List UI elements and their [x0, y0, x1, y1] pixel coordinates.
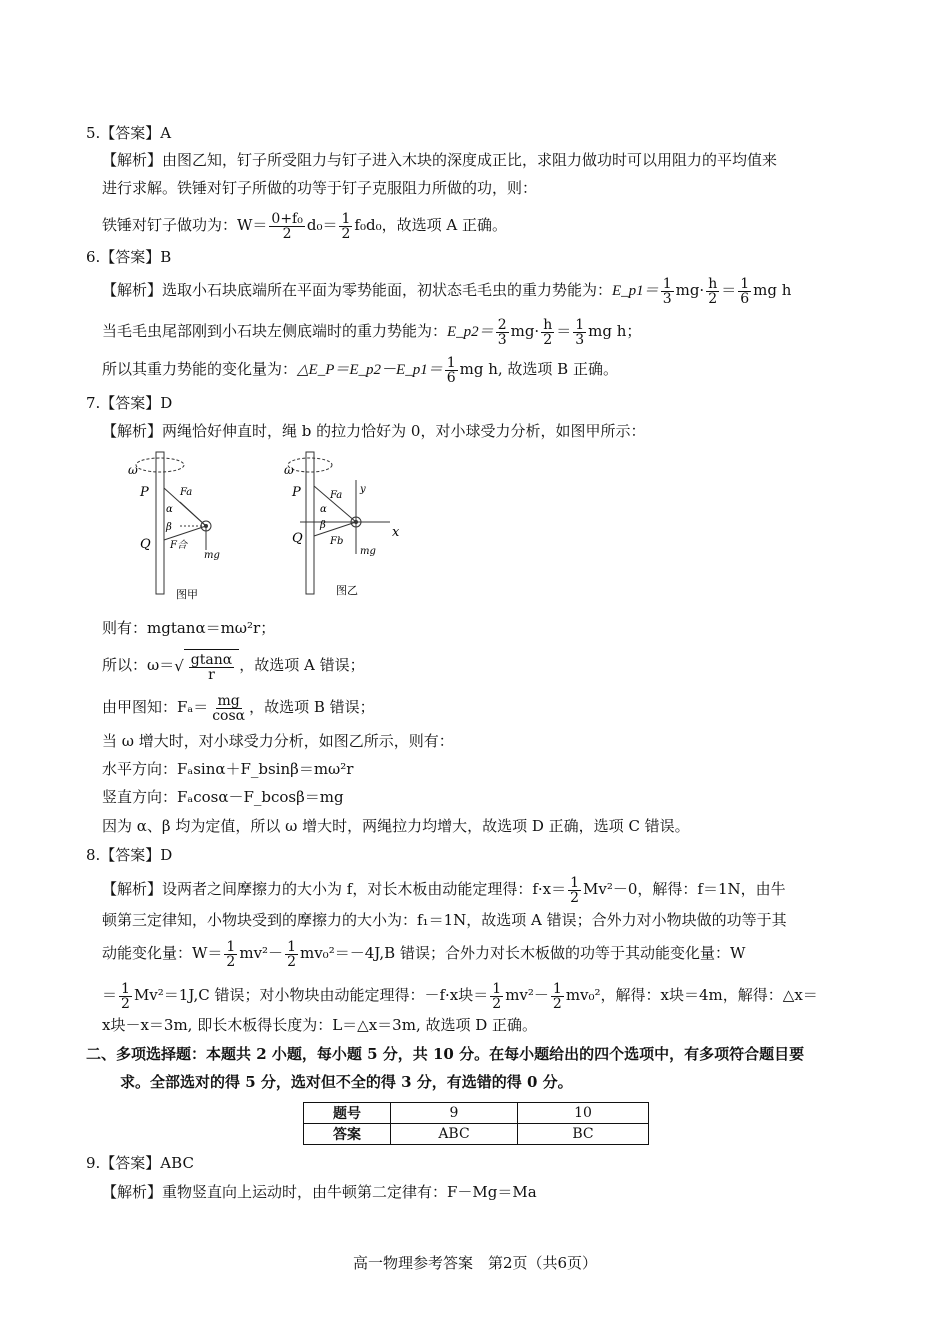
fig2-beta-label: β	[320, 520, 326, 531]
q5-heading: 5.【答案】A	[86, 124, 172, 142]
q8-analysis-line1: 【解析】设两者之间摩擦力的大小为 f，对长木板由动能定理得：f·x＝ $\frac{1}{2}$ Mv²－0，解得：f＝1N，由牛	[102, 874, 786, 906]
q6-analysis-line3: 所以其重力势能的变化量为：△E_P＝E_p2－E_p1＝ $\frac{1}{6}$ mg h, 故选项 B 正确。	[102, 354, 618, 386]
fig2-y-label: y	[360, 484, 366, 495]
q8-analysis-line5: x块－x＝3m, 即长木板得长度为：L＝△x＝3m, 故选项 D 正确。	[102, 1016, 538, 1034]
fig2-P-label: P	[292, 485, 301, 500]
page-footer: 高一物理参考答案 第2页（共6页）	[352, 1254, 598, 1272]
section2-heading-line1: 二、多项选择题：本题共 2 小题，每小题 5 分，共 10 分。在每小题给出的四个选项中，有多项符合题目要	[86, 1045, 805, 1063]
q9-heading: 9.【答案】ABC	[86, 1154, 194, 1172]
table-row	[304, 1124, 649, 1145]
q6-analysis-line1: 【解析】选取小石块底端所在平面为零势能面，初状态毛毛虫的重力势能为：E_p1＝ $\frac{1}{3}$ mg· $\frac{h}{2}$ ＝ $\frac{1}{6}$ mg h	[102, 275, 792, 307]
section2-heading-line2: 求。全部选对的得 5 分，选对但不全的得 3 分，有选错的得 0 分。	[120, 1073, 573, 1091]
fig1-P-label: P	[140, 485, 149, 500]
figure-yi	[280, 450, 410, 602]
q7-line-then: 则有：mgtanα＝mω²r；	[102, 619, 276, 637]
q7-line-vertical: 竖直方向：Fₐcosα－F_bcosβ＝mg	[102, 788, 344, 806]
q7-heading: 7.【答案】D	[86, 394, 173, 412]
table-cell: 答案	[304, 1124, 391, 1145]
fig2-Fb-label: Fb	[330, 536, 344, 547]
fig1-Fa-label: Fa	[180, 487, 193, 498]
fig1-caption: 图甲	[176, 588, 198, 601]
q5-fraction-half: $\frac{1}{2}$	[341, 210, 351, 242]
q8-analysis-line2: 顿第三定律知，小物块受到的摩擦力的大小为：f₁＝1N，故选项 A 错误；合外力对小物块做的功等于其	[102, 911, 787, 929]
q7-analysis-line1: 【解析】两绳恰好伸直时，绳 b 的拉力恰好为 0，对小球受力分析，如图甲所示：	[102, 422, 646, 440]
fig1-alpha-label: α	[166, 504, 173, 515]
q7-line-when: 当 ω 增大时，对小球受力分析，如图乙所示，则有：	[102, 732, 454, 750]
fig2-Q-label: Q	[292, 531, 303, 546]
q6-analysis-line2: 当毛毛虫尾部刚到小石块左侧底端时的重力势能为：E_p2＝ $\frac{2}{3}$ mg· $\frac{h}{2}$ ＝ $\frac{1}{3}$ mg h；	[102, 316, 642, 348]
figure-jia	[120, 450, 240, 602]
fig2-x-label: x	[392, 525, 400, 540]
answer-table	[303, 1102, 649, 1145]
table-cell: 9	[391, 1103, 518, 1124]
table-cell: ABC	[391, 1124, 518, 1145]
fig2-Fa-label: Fa	[330, 490, 343, 501]
table-row	[304, 1103, 649, 1124]
fig2-mg-label: mg	[360, 546, 376, 557]
q7-line-horizontal: 水平方向：Fₐsinα＋F_bsinβ＝mω²r	[102, 760, 354, 778]
q6-heading: 6.【答案】B	[86, 248, 172, 266]
table-cell: BC	[518, 1124, 649, 1145]
q8-analysis-line4: ＝ $\frac{1}{2}$ Mv²＝1J,C 错误；对小物块由动能定理得：－f·x块＝ $\frac{1}{2}$ mv²－ $\frac{1}{2}$ mv₀²，解得：x块＝4m，解得：△x＝	[102, 980, 818, 1012]
q7-line-omega: 所以：ω＝ √ $\frac{gtan\alpha}{r}$ ，故选项 A 错误；	[102, 648, 365, 684]
q5-fraction-avg: $\frac{\text{0+f₀}}{2}$	[271, 210, 303, 242]
fig2-alpha-label: α	[320, 504, 327, 515]
q9-analysis-line1: 【解析】重物竖直向上运动时，由牛顿第二定律有：F－Mg＝Ma	[102, 1183, 537, 1201]
q5-analysis-line1: 【解析】由图乙知，钉子所受阻力与钉子进入木块的深度成正比，求阻力做功时可以用阻力的平均值来	[102, 151, 778, 169]
fig2-caption: 图乙	[336, 584, 358, 597]
table-cell: 题号	[304, 1103, 391, 1124]
table-cell: 10	[518, 1103, 649, 1124]
fig1-mg-label: mg	[204, 550, 220, 561]
q5-formula-line: 铁锤对钉子做功为：W＝ $\frac{\text{0+f₀}}{2}$ d₀＝ $\frac{1}{2}$ f₀d₀，故选项 A 正确。	[102, 210, 507, 242]
q7-line-conclusion: 因为 α、β 均为定值，所以 ω 增大时，两绳拉力均增大，故选项 D 正确，选项 C 错误。	[102, 817, 690, 835]
q7-line-fa: 由甲图知：Fₐ＝ $\frac{mg}{\cos\alpha}$ ，故选项 B 错误；	[102, 692, 375, 724]
q8-heading: 8.【答案】D	[86, 846, 173, 864]
fig1-omega-label: ω	[128, 463, 138, 477]
fig1-Q-label: Q	[140, 537, 151, 552]
fig1-Fhe-label: F合	[170, 540, 187, 551]
q8-analysis-line3: 动能变化量：W＝ $\frac{1}{2}$ mv²－ $\frac{1}{2}$ mv₀²＝－4J,B 错误；合外力对长木板做的功等于其动能变化量：W	[102, 938, 746, 970]
fig2-omega-label: ω	[284, 463, 294, 477]
q5-analysis-line2: 进行求解。铁锤对钉子所做的功等于钉子克服阻力所做的功，则：	[102, 179, 538, 197]
fig1-beta-label: β	[166, 522, 172, 533]
